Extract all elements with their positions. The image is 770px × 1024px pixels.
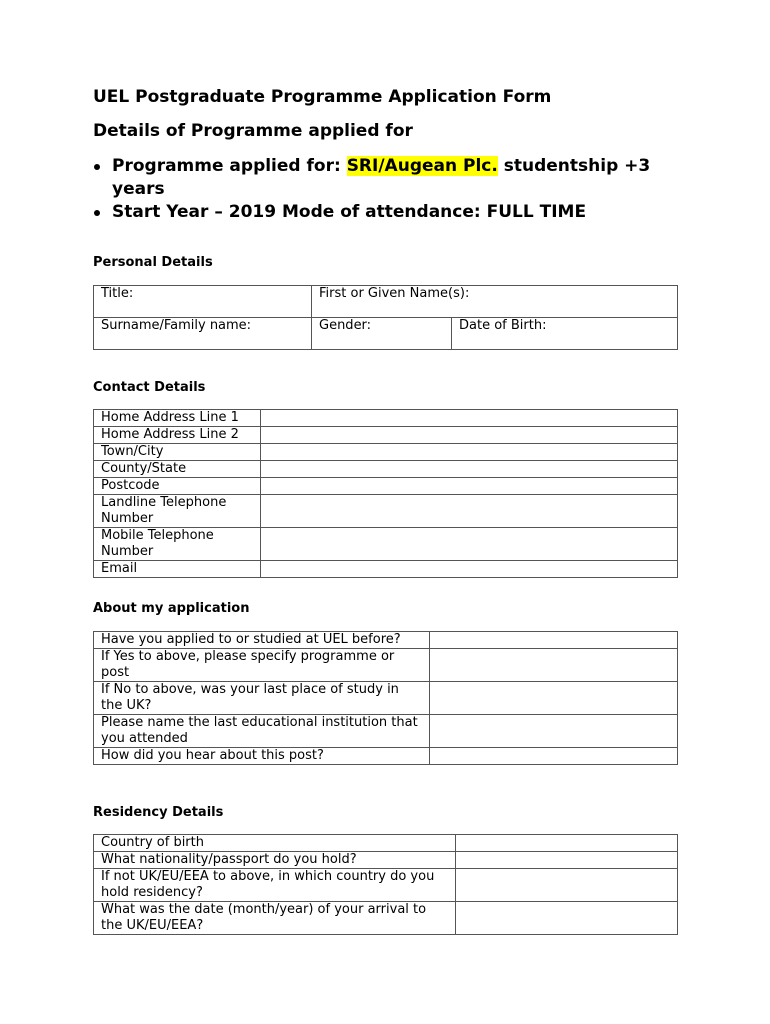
form-title: UEL Postgraduate Programme Application Form xyxy=(93,87,552,107)
country-of-birth-input[interactable] xyxy=(456,835,678,852)
row-label: How did you hear about this post? xyxy=(94,748,430,765)
table-row xyxy=(94,495,678,528)
table-row xyxy=(94,835,678,852)
programme-or-post-input[interactable] xyxy=(430,649,678,682)
table-row xyxy=(94,852,678,869)
table-row xyxy=(94,410,678,427)
table-row xyxy=(94,461,678,478)
arrival-date-input[interactable] xyxy=(456,902,678,935)
row-label: Home Address Line 1 xyxy=(94,410,261,427)
row-label: What nationality/passport do you hold? xyxy=(94,852,456,869)
bullet-icon xyxy=(94,164,100,170)
bullet-icon xyxy=(94,210,100,216)
application-table xyxy=(93,631,678,765)
table-row xyxy=(94,869,678,902)
start-year-text: Start Year – 2019 Mode of attendance: FULL TIME xyxy=(112,202,587,222)
row-label: What was the date (month/year) of your arrival to the UK/EU/EEA? xyxy=(94,902,456,935)
home-address-2-input[interactable] xyxy=(261,427,678,444)
table-row xyxy=(94,444,678,461)
home-address-1-input[interactable] xyxy=(261,410,678,427)
nationality-input[interactable] xyxy=(456,852,678,869)
application-heading: About my application xyxy=(93,601,250,616)
row-label: Mobile Telephone Number xyxy=(94,528,261,561)
row-label: Please name the last educational institution that you attended xyxy=(94,715,430,748)
table-row xyxy=(94,902,678,935)
row-label: County/State xyxy=(94,461,261,478)
last-institution-input[interactable] xyxy=(430,715,678,748)
surname-field[interactable]: Surname/Family name: xyxy=(94,318,312,350)
table-row xyxy=(94,286,678,318)
personal-details-table xyxy=(93,285,678,350)
last-study-uk-input[interactable] xyxy=(430,682,678,715)
first-name-field[interactable]: First or Given Name(s): xyxy=(312,286,678,318)
row-label: Postcode xyxy=(94,478,261,495)
table-row xyxy=(94,632,678,649)
table-row xyxy=(94,318,678,350)
row-label: Home Address Line 2 xyxy=(94,427,261,444)
row-label: Country of birth xyxy=(94,835,456,852)
row-label: Landline Telephone Number xyxy=(94,495,261,528)
row-label: Town/City xyxy=(94,444,261,461)
programme-suffix: studentship +3 years xyxy=(112,156,651,199)
row-label: If Yes to above, please specify programme or post xyxy=(94,649,430,682)
residency-table xyxy=(93,834,678,935)
town-city-input[interactable] xyxy=(261,444,678,461)
table-row xyxy=(94,561,678,578)
applied-before-input[interactable] xyxy=(430,632,678,649)
programme-details-list xyxy=(93,155,677,224)
start-year-item xyxy=(93,201,677,224)
residency-country-input[interactable] xyxy=(456,869,678,902)
programme-label: Programme applied for: xyxy=(112,156,347,176)
table-row xyxy=(94,715,678,748)
table-row xyxy=(94,682,678,715)
contact-details-heading: Contact Details xyxy=(93,380,206,395)
mobile-input[interactable] xyxy=(261,528,678,561)
row-label: Have you applied to or studied at UEL before? xyxy=(94,632,430,649)
dob-field[interactable]: Date of Birth: xyxy=(452,318,678,350)
landline-input[interactable] xyxy=(261,495,678,528)
programme-applied-item xyxy=(93,155,677,201)
gender-field[interactable]: Gender: xyxy=(312,318,452,350)
programme-highlight: SRI/Augean Plc. xyxy=(346,156,498,176)
county-state-input[interactable] xyxy=(261,461,678,478)
table-row xyxy=(94,528,678,561)
programme-section-heading: Details of Programme applied for xyxy=(93,121,413,141)
email-input[interactable] xyxy=(261,561,678,578)
row-label: Email xyxy=(94,561,261,578)
table-row xyxy=(94,649,678,682)
table-row xyxy=(94,748,678,765)
row-label: If not UK/EU/EEA to above, in which country do you hold residency? xyxy=(94,869,456,902)
residency-heading: Residency Details xyxy=(93,805,224,820)
row-label: If No to above, was your last place of study in the UK? xyxy=(94,682,430,715)
postcode-input[interactable] xyxy=(261,478,678,495)
table-row xyxy=(94,427,678,444)
personal-details-heading: Personal Details xyxy=(93,255,213,270)
heard-about-input[interactable] xyxy=(430,748,678,765)
table-row xyxy=(94,478,678,495)
contact-details-table xyxy=(93,409,678,578)
title-field[interactable]: Title: xyxy=(94,286,312,318)
